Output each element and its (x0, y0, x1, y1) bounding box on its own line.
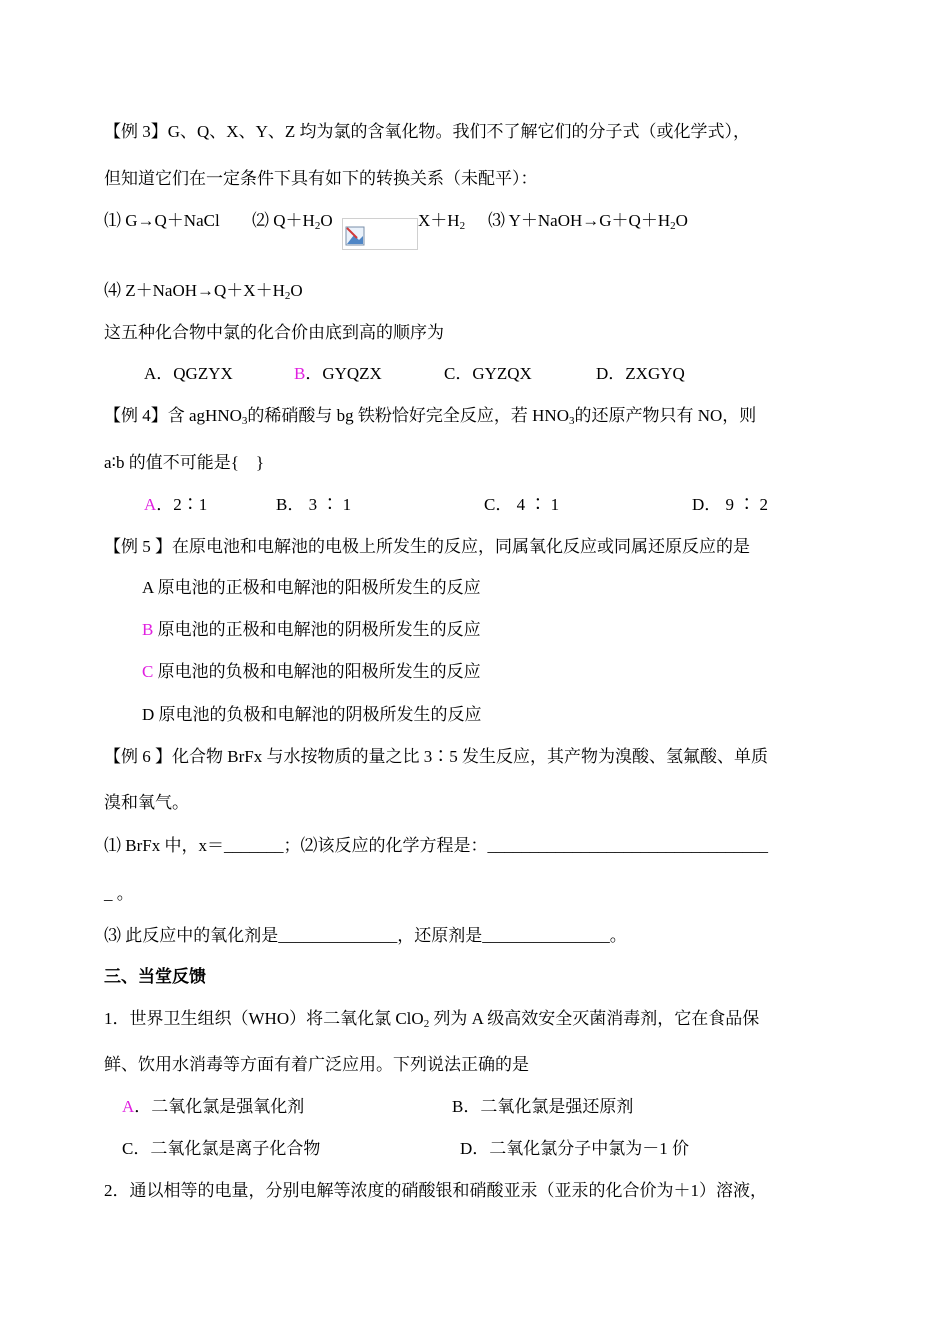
ex6-questions-1-2-cont: _ 。 (104, 884, 134, 903)
q2-line1: 2．通以相等的电量，分别电解等浓度的硝酸银和硝酸亚汞（亚汞的化合价为＋1）溶液， (104, 1181, 767, 1200)
broken-image-icon (345, 226, 365, 246)
reaction-arrow-image (342, 218, 418, 250)
q1-option-d: D．二氧化氯分子中氯为－1 价 (460, 1139, 690, 1158)
ex5-option-b: B 原电池的正极和电解池的阴极所发生的反应 (142, 620, 481, 639)
ex6-line2: 溴和氧气。 (104, 793, 189, 812)
ex3-line2: 但知道它们在一定条件下具有如下的转换关系（未配平）： (104, 169, 538, 188)
ex3-reaction-2: ⑵ $Q+H_2O$ (252, 211, 333, 232)
ex4-option-d: D． 9 ∶ 2 (692, 495, 769, 514)
ex3-line1: 【例 3】G、Q、X、Y、Z 均为氯的含氧化物。我们不了解它们的分子式（或化学式）， (104, 122, 750, 141)
ex3-reaction-4: ⑷ $Z+NaOH\to Q+X+H_2O$ (104, 281, 303, 302)
ex3-reaction-2-products: $X+H_2$ (418, 211, 466, 232)
ex5-line1: 【例 5 】在原电池和电解池的电极上所发生的反应，同属氧化反应或同属还原反应的是 (104, 537, 750, 556)
ex3-option-c: C．GYZQX (444, 364, 532, 383)
ex4-line1: 【例 4】含 agHNO$_3$的稀硝酸与 bg 铁粉恰好完全反应，若 $HNO_3$的还原产物只有 NO，则 (104, 406, 757, 427)
ex3-reaction-3: ⑶ $Y+NaOH\to G+Q+H_2O$ (488, 211, 688, 232)
ex4-line2: a∶b 的值不可能是{ } (104, 453, 265, 472)
ex3-question: 这五种化合物中氯的化合价由底到高的顺序为 (104, 323, 444, 342)
ex4-option-a: A．2∶1 (144, 495, 208, 514)
ex6-question-3: ⑶ 此反应中的氧化剂是______________，还原剂是_______________。 (104, 926, 627, 945)
ex5-option-a: A 原电池的正极和电解池的阳极所发生的反应 (142, 578, 481, 597)
ex3-reaction-1: ⑴ G→Q＋NaCl (104, 211, 220, 230)
q1-option-a: A．二氧化氯是强氧化剂 (122, 1097, 305, 1116)
ex3-option-b: B．GYQZX (294, 364, 382, 383)
q1-line1: 1．世界卫生组织（WHO）将二氧化氯 ClO$_2$ 列为 A 级高效安全灭菌消毒剂，它在食品保 (104, 1009, 760, 1030)
q1-option-c: C．二氧化氯是离子化合物 (122, 1139, 321, 1158)
ex3-option-d: D．ZXGYQ (596, 364, 685, 383)
ex5-option-c: C 原电池的负极和电解池的阳极所发生的反应 (142, 662, 481, 681)
ex5-option-d: D 原电池的负极和电解池的阴极所发生的反应 (142, 705, 482, 724)
ex3-option-a: A．QGZYX (144, 364, 233, 383)
q1-option-b: B．二氧化氯是强还原剂 (452, 1097, 634, 1116)
ex4-option-c: C． 4 ∶ 1 (484, 495, 560, 514)
q1-line2: 鲜、饮用水消毒等方面有着广泛应用。下列说法正确的是 (104, 1055, 529, 1074)
section-title: 三、当堂反馈 (104, 967, 206, 986)
ex6-line1: 【例 6 】化合物 BrFx 与水按物质的量之比 3∶5 发生反应，其产物为溴酸、氢氟酸、单质 (104, 747, 768, 766)
ex4-option-b: B． 3 ∶ 1 (276, 495, 352, 514)
ex6-questions-1-2: ⑴ BrFx 中，x＝_______；⑵该反应的化学方程是：_________________________________ (104, 836, 768, 855)
